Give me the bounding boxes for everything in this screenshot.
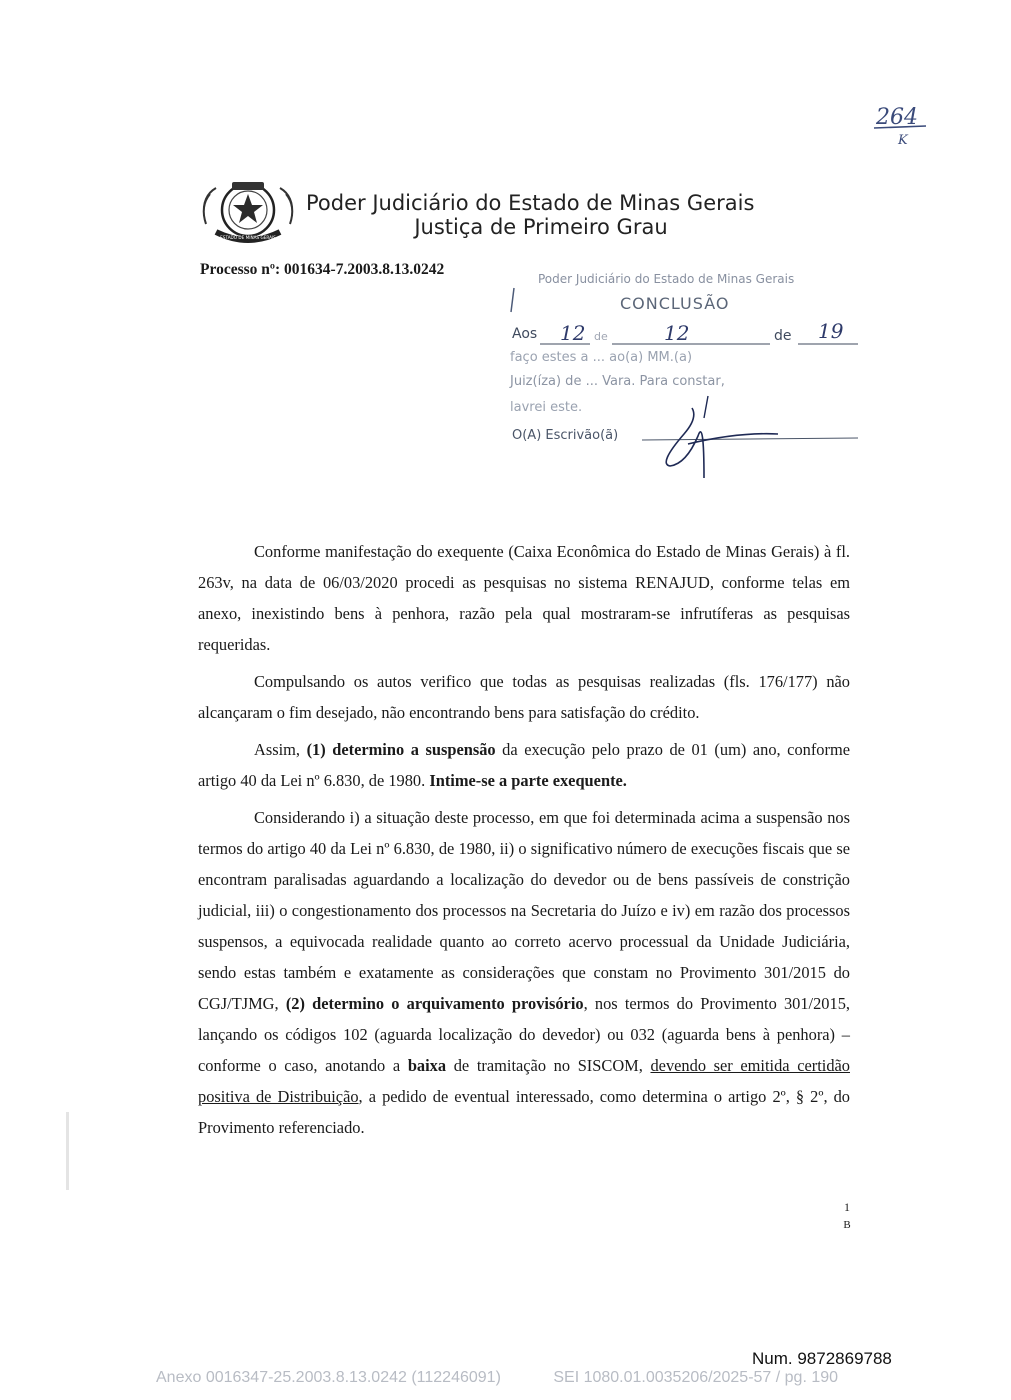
sei-reference: SEI 1080.01.0035206/2025-57 / pg. 190 (553, 1369, 839, 1386)
paragraph-1: Conforme manifestação do exequente (Caixa Econômica do Estado de Minas Gerais) à fl. 263v, na data de 06/03/2020 procedi as pesquisas no sistema RENAJUD, conforme telas em anexo, inexistindo bens à penhora, razão pela qual mostraram-se infrutíferas as pesquisas requeridas. (198, 542, 850, 654)
stamp-lavrei-line: lavrei este. (510, 400, 583, 415)
stamp-escrivao-line: O(A) Escrivão(ã) (512, 428, 619, 443)
stamp-juiz-line: Juiz(íza) de ... Vara. Para constar, (510, 374, 725, 389)
paragraph-3: Assim, (1) determino a suspensão da execução pelo prazo de 01 (um) ano, conforme artigo 40 da Lei nº 6.830, de 1980. Intime-se a parte exequente. (198, 740, 850, 790)
process-number (200, 261, 444, 279)
document-number: Num. 9872869788 (752, 1349, 892, 1368)
folio-mark (868, 98, 938, 148)
stamp-year-prefix: de (774, 328, 792, 344)
stamp-aos-label: Aos (512, 326, 538, 342)
stamp-aos-mid: de (594, 330, 608, 343)
folio-initial: K (898, 133, 908, 148)
intimation-order: Intime-se a parte exequente. (429, 771, 627, 790)
court-title: Poder Judiciário do Estado de Minas Gerais (306, 191, 755, 215)
coat-of-arms-logo (196, 176, 300, 246)
folio-number: 264 (876, 105, 918, 130)
process-value: 001634-7.2003.8.13.0242 (284, 261, 445, 278)
conclusion-stamp (508, 268, 868, 468)
certidao-clause: devendo ser emitida certidão positiva de Distribuição (198, 1056, 850, 1106)
court-subtitle: Justiça de Primeiro Grau (414, 215, 668, 239)
page-number: 1 (844, 1200, 850, 1214)
decision-body (198, 536, 850, 1143)
annex-reference: Anexo 0016347-25.2003.8.13.0242 (112246091) (156, 1369, 501, 1386)
process-label: Processo nº: (200, 261, 281, 278)
stamp-handwriting (508, 268, 868, 478)
page-sub-mark: B (843, 1219, 851, 1231)
stamp-month: 12 (664, 321, 690, 345)
stamp-year: 19 (818, 319, 844, 343)
stamp-heading: CONCLUSÃO (620, 294, 730, 313)
annex-footer (156, 1369, 838, 1387)
paragraph-2: Compulsando os autos verifico que todas as pesquisas realizadas (fls. 176/177) não alcançaram o fim desejado, não encontrando bens para satisfação do crédito. (198, 672, 850, 722)
archiving-order: (2) determino o arquivamento provisório (285, 994, 584, 1013)
stamp-day: 12 (560, 321, 586, 345)
baixa-term: baixa (407, 1056, 447, 1075)
paragraph-4: Considerando i) a situação deste processo, em que foi determinada acima a suspensão nos termos do artigo 40 da Lei nº 6.830, de 1980, ii) o significativo número de execuções fiscais que se encontram paralisadas aguardando a localização do devedor ou de bens passíveis de constrição judicial, iii) o congestionamento dos processos na Secretaria do Juízo e iv) em razão dos processos suspensos, a equivocada realidade quanto ao correto acervo processual da Unidade Judiciária, sendo estas também e exatamente as considerações que constam no Provimento 301/2015 do CGJ/TJMG, (2) determino o arquivamento provisório, nos termos do Provimento 301/2015, lançando os códigos 102 (aguarda localização do devedor) ou 032 (aguarda bens à penhora) – conforme o caso, anotando a baixa de tramitação no SISCOM, devendo ser emitida certidão positiva de Distribuição, a pedido de eventual interessado, como determina o artigo 2º, § 2º, do Provimento referenciado. (198, 808, 851, 1137)
stamp-title: Poder Judiciário do Estado de Minas Gerais (538, 272, 795, 286)
stamp-faco-line: faço estes a ... ao(a) MM.(a) (510, 350, 693, 365)
suspension-order: (1) determino a suspensão (306, 740, 496, 759)
margin-artifact (66, 1112, 69, 1190)
seal-text: ESTADO DE MINAS GERAIS (220, 235, 276, 240)
